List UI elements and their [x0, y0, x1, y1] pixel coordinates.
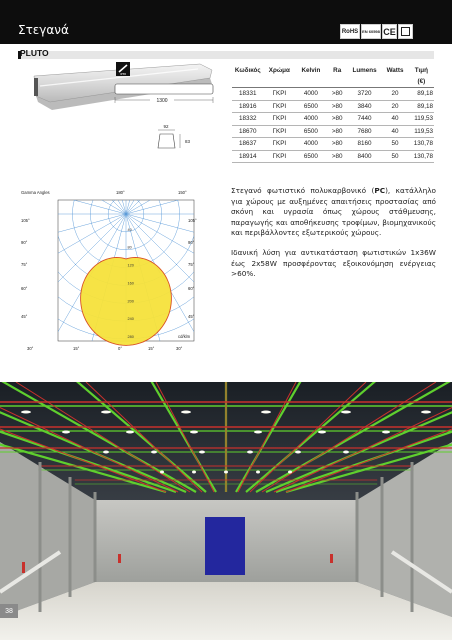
cell-code: 18670 [232, 125, 264, 138]
ceiling-light [341, 411, 351, 414]
table-row [232, 100, 434, 113]
cell-price: 130,78 [409, 138, 434, 151]
cell-watts: 40 [381, 125, 408, 138]
ip-rating-text: IP65 [119, 72, 127, 76]
col-code: Κωδικός [234, 67, 261, 74]
ring-label: 80 [127, 245, 132, 250]
ceiling-light [103, 451, 109, 454]
polar-bottom-label: 30° [27, 346, 34, 351]
spec-table [232, 65, 434, 163]
polar-right-label: 60° [188, 286, 195, 291]
ceiling-light [160, 471, 164, 474]
ring-label: 280 [127, 335, 134, 339]
cell-price: 119,53 [409, 125, 434, 138]
cell-lumens: 8400 [348, 150, 382, 163]
cell-watts: 50 [381, 138, 408, 151]
description-paragraph-1: Στεγανό φωτιστικό πολυκαρβονικό (PC), κατάλληλο για χώρους με αυξημένες απαιτήσεις προστασίας από σκόνη και υγρασία όπως χώρους στάθμευσης, παραγωγής και αποθήκευσης τροφίμων, βιομηχανικούς και περιβάλλοντες εξωτερικούς χώρους. [231, 186, 437, 238]
polar-top-label: 180° [116, 190, 125, 195]
polar-left-label: 105° [21, 218, 30, 223]
polar-top-label: 150° [178, 190, 187, 195]
cell-watts: 20 [381, 100, 408, 113]
polar-bottom-label: 0° [118, 346, 123, 351]
product-description [231, 186, 436, 289]
polar-left-label: 60° [21, 286, 28, 291]
cell-color: ΓΚΡΙ [264, 113, 296, 126]
ceiling-light [421, 411, 431, 414]
col-lumens: Lumens [352, 67, 377, 74]
cell-price: 89,18 [409, 100, 434, 113]
col-kelvin: Kelvin [301, 67, 321, 74]
page-number: 38 [0, 604, 18, 618]
ring-label: 120 [127, 263, 134, 268]
table-row [232, 150, 434, 163]
ceiling-light [261, 411, 271, 414]
polar-bottom-label: 15° [73, 346, 80, 351]
col-watts: Watts [386, 67, 404, 74]
ceiling-light [190, 431, 198, 434]
cell-kelvin: 6500 [295, 150, 327, 163]
table-row [232, 113, 434, 126]
ceiling-light [318, 431, 326, 434]
cell-color: ΓΚΡΙ [264, 100, 296, 113]
ring-label: 240 [127, 317, 134, 322]
polar-bottom-label: 15° [148, 346, 155, 351]
cell-kelvin: 4000 [295, 113, 327, 126]
cell-price: 119,53 [409, 113, 434, 126]
ceiling-light [62, 431, 70, 434]
cell-lumens: 8160 [348, 138, 382, 151]
cell-code: 18331 [232, 88, 264, 101]
cell-lumens: 3840 [348, 100, 382, 113]
cell-ra: >80 [327, 113, 348, 126]
table-unit-row [232, 76, 434, 88]
light-distribution-curve [81, 258, 172, 346]
page-header [0, 0, 452, 44]
ceiling-light [101, 411, 111, 414]
warehouse-photo [0, 382, 452, 640]
cell-code: 18332 [232, 113, 264, 126]
cell-watts: 50 [381, 150, 408, 163]
ceiling-light [181, 411, 191, 414]
ceiling-light [382, 431, 390, 434]
polar-right-label: 90° [188, 240, 195, 245]
cell-ra: >80 [327, 138, 348, 151]
section-title: PLUTO [20, 48, 49, 58]
table-row [232, 125, 434, 138]
cell-kelvin: 4000 [295, 88, 327, 101]
ceiling-light [151, 451, 157, 454]
ceiling-light [199, 451, 205, 454]
cell-lumens: 7440 [348, 113, 382, 126]
polar-left-label: 75° [21, 262, 28, 267]
polar-bottom-label: 30° [176, 346, 183, 351]
ring-label: 160 [127, 281, 134, 286]
ip-rating-icon [116, 62, 130, 76]
blue-door [205, 517, 245, 575]
ceiling-light [343, 451, 349, 454]
cell-watts: 20 [381, 88, 408, 101]
cell-lumens: 7680 [348, 125, 382, 138]
ceiling-light [224, 471, 228, 474]
ce-badge: CE [382, 24, 397, 39]
cell-ra: >80 [327, 88, 348, 101]
table-header-row [232, 65, 434, 76]
ceiling-light [192, 471, 196, 474]
product-drawing [30, 62, 220, 152]
dim-length: 1300 [156, 98, 168, 104]
cell-watts: 40 [381, 113, 408, 126]
cell-ra: >80 [327, 150, 348, 163]
section-bar [18, 51, 434, 59]
cell-price: 130,78 [409, 150, 434, 163]
ceiling-light [126, 431, 134, 434]
ceiling-light [254, 431, 262, 434]
ceiling-light [21, 411, 31, 414]
en-standard-badge: EN 60598 [361, 24, 381, 39]
ceiling-light [256, 471, 260, 474]
side-view-drawing [115, 84, 213, 104]
cell-code: 18637 [232, 138, 264, 151]
ring-label: 200 [127, 299, 134, 304]
cell-color: ΓΚΡΙ [264, 88, 296, 101]
ceiling-light [288, 471, 292, 474]
cell-ra: >80 [327, 100, 348, 113]
ceiling-light [247, 451, 253, 454]
cell-ra: >80 [327, 125, 348, 138]
cell-code: 18916 [232, 100, 264, 113]
polar-right-label: 45° [188, 314, 195, 319]
photometric-polar-diagram [18, 186, 210, 352]
polar-unit: cd/klm [178, 334, 191, 339]
description-paragraph-2: Ιδανική λύση για αντικατάσταση φωτιστικών 1x36W έως 2x58W προσφέροντας εξοικονόμηση ενέργειας >60%. [231, 247, 436, 279]
cell-kelvin: 6500 [295, 100, 327, 113]
table-row [232, 88, 434, 101]
cell-color: ΓΚΡΙ [264, 150, 296, 163]
end-view-drawing [158, 124, 191, 148]
cell-lumens: 3720 [348, 88, 382, 101]
dim-height: 83 [185, 139, 191, 144]
price-unit: (€) [409, 76, 434, 88]
page-title: Στεγανά [18, 23, 69, 37]
cell-color: ΓΚΡΙ [264, 138, 296, 151]
cell-code: 18914 [232, 150, 264, 163]
ring-label: 40 [127, 227, 132, 232]
ceiling-light [295, 451, 301, 454]
polar-right-label: 75° [188, 262, 195, 267]
cell-kelvin: 4000 [295, 138, 327, 151]
col-price: Τιμή [414, 67, 428, 74]
col-color: Χρώμα [268, 67, 290, 74]
cell-color: ΓΚΡΙ [264, 125, 296, 138]
dim-width: 92 [163, 124, 169, 129]
table-row [232, 138, 434, 151]
polar-left-label: 90° [21, 240, 28, 245]
cell-price: 89,18 [409, 88, 434, 101]
polar-title: Gamma Angles [21, 190, 50, 195]
cell-kelvin: 6500 [295, 125, 327, 138]
class-ii-icon [398, 24, 413, 39]
col-ra: Ra [333, 67, 342, 74]
polar-right-label: 105° [188, 218, 197, 223]
polar-left-label: 45° [21, 314, 28, 319]
rohs-badge: RoHS [340, 24, 360, 39]
